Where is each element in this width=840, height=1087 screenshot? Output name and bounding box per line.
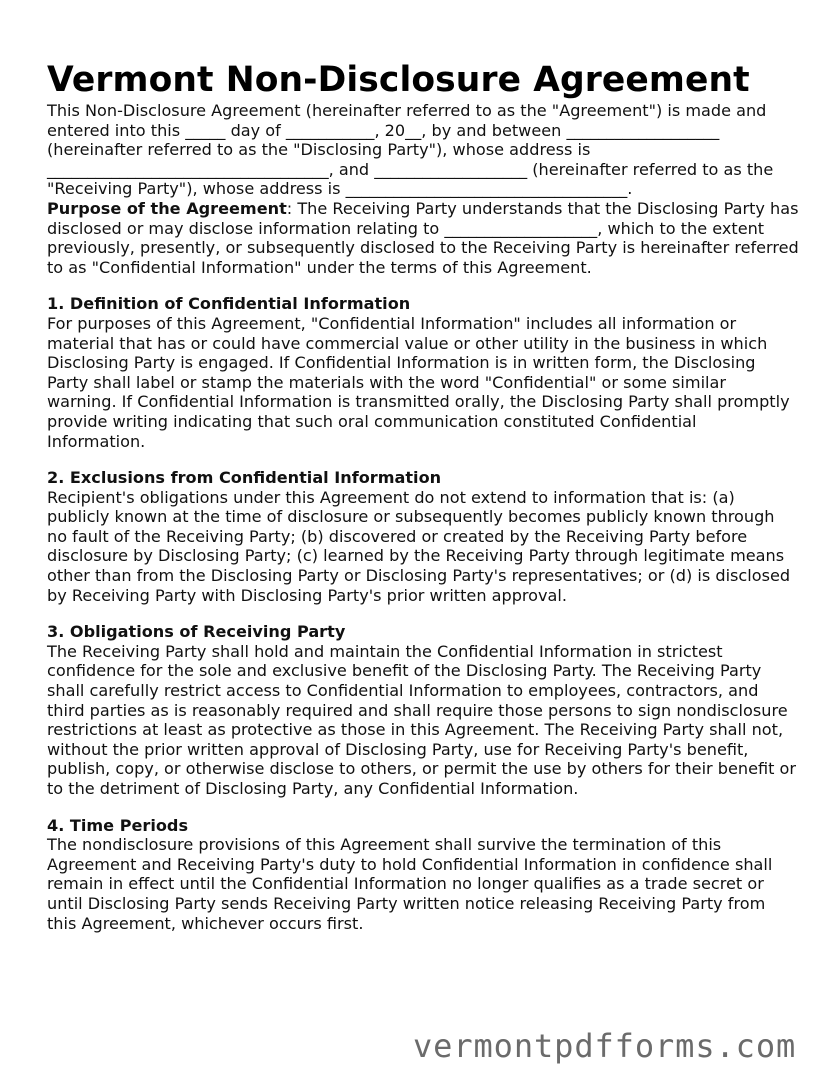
purpose-label: Purpose of the Agreement — [47, 198, 287, 218]
section-1-heading: 1. Definition of Confidential Information — [47, 294, 411, 314]
document-title: Vermont Non-Disclosure Agreement — [47, 60, 750, 100]
section-2-heading: 2. Exclusions from Confidential Information — [47, 468, 442, 488]
site-watermark: vermontpdfforms.com — [413, 1027, 797, 1065]
document-page — [47, 0, 799, 933]
purpose-text: : The Receiving Party understands that the Disclosing Party has disclosed or may disclose information relating to ___________________, which to the extent previously, presently, or subsequently disclosed to the Receiving Party is hereinafter referred to as "Confidential Information" under the terms of this Agreement. — [47, 198, 799, 277]
section-1-text: For purposes of this Agreement, "Confidential Information" includes all information or material that has or could have commercial value or other utility in the business in which Disclosing Party is engaged. If Confidential Information is in written form, the Disclosing Party shall label or stamp the materials with the word "Confidential" or some similar warning. If Confidential Information is transmitted orally, the Disclosing Party shall promptly provide writing indicating that such oral communication constituted Confidential Information. — [47, 313, 790, 451]
section-3-text: The Receiving Party shall hold and maintain the Confidential Information in strictest confidence for the sole and exclusive benefit of the Disclosing Party. The Receiving Party shall carefully restrict access to Confidential Information to employees, contractors, and third parties as is reasonably required and shall require those persons to sign nondisclosure restrictions at least as protective as those in this Agreement. The Receiving Party shall not, without the prior written approval of Disclosing Party, use for Receiving Party's benefit, publish, copy, or otherwise disclose to others, or permit the use by others for their benefit or to the detriment of Disclosing Party, any Confidential Information. — [47, 641, 797, 798]
intro-paragraph: This Non-Disclosure Agreement (hereinafter referred to as the "Agreement") is made and entered into this _____ day of ___________, 20__, by and between ___________________ (hereinafter referred to as the "Disclosing Party"), whose address is ___________________________________, and ___________________ (hereinafter referred to as the "Receiving Party"), whose address is ___________________________________. — [47, 101, 774, 199]
purpose-paragraph — [47, 199, 799, 277]
section-4-text: The nondisclosure provisions of this Agreement shall survive the termination of this Agreement and Receiving Party's duty to hold Confidential Information in confidence shall remain in effect until the Confidential Information no longer qualifies as a trade secret or until Disclosing Party sends Receiving Party written notice releasing Receiving Party from this Agreement, whichever occurs first. — [47, 835, 773, 933]
section-2-text: Recipient's obligations under this Agreement do not extend to information that is: (a) publicly known at the time of disclosure or subsequently becomes publicly known through no fault of the Receiving Party; (b) discovered or created by the Receiving Party before disclosure by Disclosing Party; (c) learned by the Receiving Party through legitimate means other than from the Disclosing Party or Disclosing Party's representatives; or (d) is disclosed by Receiving Party with Disclosing Party's prior written approval. — [47, 487, 791, 605]
section-4-heading: 4. Time Periods — [47, 815, 189, 835]
section-3-heading: 3. Obligations of Receiving Party — [47, 622, 346, 642]
